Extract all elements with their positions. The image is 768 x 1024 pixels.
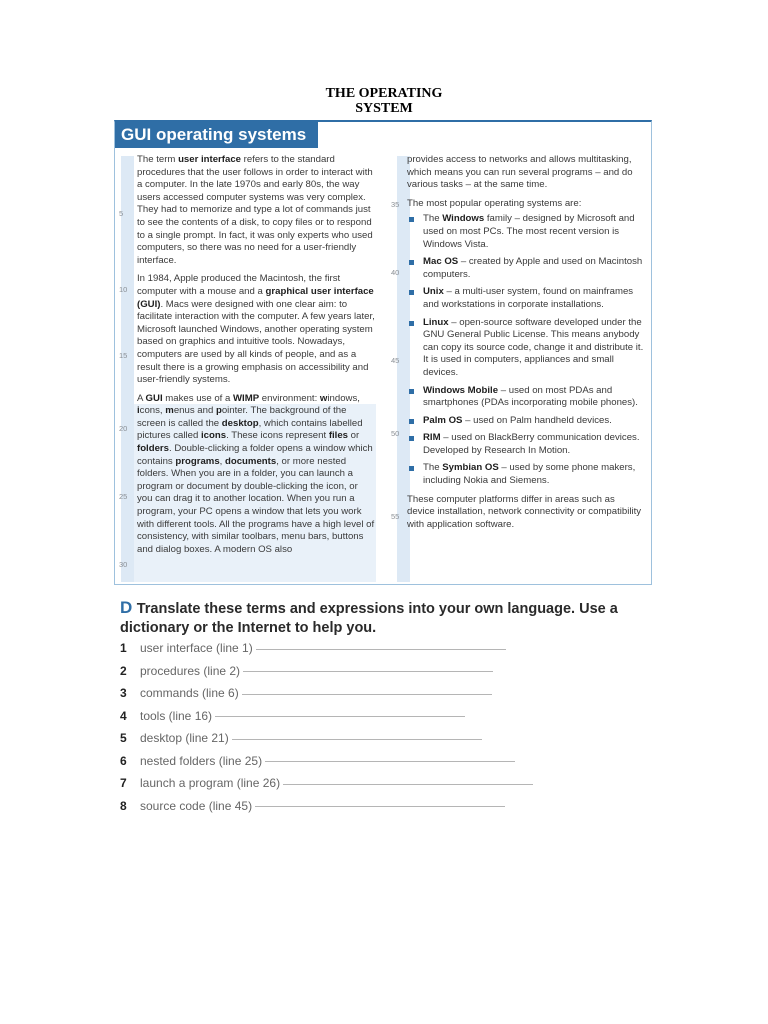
page-title-line-2: SYSTEM	[355, 101, 413, 116]
answer-line[interactable]	[232, 738, 482, 740]
square-bullet-icon	[409, 436, 414, 441]
exercise-instruction: Translate these terms and expressions into your own language. Use a dictionary or the Internet to help you.	[120, 601, 618, 636]
reading-section	[114, 120, 652, 585]
key-term: user interface	[178, 154, 241, 165]
answer-line[interactable]	[255, 805, 505, 807]
left-column	[137, 154, 375, 562]
line-number: 45	[391, 356, 400, 365]
list-item: The Symbian OS – used by some phone makers, including Nokia and Siemens.	[407, 462, 645, 487]
line-number: 10	[119, 285, 128, 294]
line-number: 25	[119, 492, 128, 501]
exercise-item: 5 desktop (line 21)	[120, 730, 560, 753]
line-number: 35	[391, 200, 400, 209]
paragraph: The term user interface refers to the standard procedures that the user follows in order to interact with a computer. In the late 1970s and early 80s, the way users accessed computer systems was very complex. They had to memorize and type a lot of commands just to see the contents of a disk, to copy files or to respond to a single prompt. In fact, it was only experts who used computers, so there was no need for a user-friendly interface.	[137, 154, 373, 266]
key-term: documents	[225, 455, 277, 467]
exercise-item: 1 user interface (line 1)	[120, 640, 560, 663]
page-title	[0, 86, 768, 116]
list-item: Palm OS – used on Palm handheld devices.	[407, 415, 645, 428]
list-item: RIM – used on BlackBerry communication devices. Developed by Research In Motion.	[407, 432, 645, 457]
exercise-item: 3 commands (line 6)	[120, 685, 560, 708]
list-item: Linux – open-source software developed under the GNU General Public License. This means anybody can copy its source code, change it and distribute it. It is used in computers, appliances and small devices.	[407, 317, 645, 380]
paragraph: These computer platforms differ in areas such as device installation, network connectivity or compatibility with application software.	[407, 493, 642, 530]
paragraph: provides access to networks and allows multitasking, which means you can run several programs – and do various tasks – at the same time.	[407, 154, 633, 191]
line-number: 50	[391, 429, 400, 438]
square-bullet-icon	[409, 321, 414, 326]
answer-line[interactable]	[283, 783, 533, 785]
answer-line[interactable]	[242, 693, 492, 695]
key-term: WIMP	[233, 392, 260, 404]
key-term: icons	[201, 430, 227, 442]
exercise-list	[120, 640, 560, 820]
square-bullet-icon	[409, 260, 414, 265]
square-bullet-icon	[409, 290, 414, 295]
right-column	[407, 154, 645, 537]
list-item: Unix – a multi-user system, found on mainframes and workstations in corporate installations.	[407, 286, 645, 311]
line-number: 15	[119, 351, 128, 360]
key-term: graphical user interface (GUI)	[137, 285, 374, 310]
line-number: 5	[119, 209, 124, 218]
key-term: desktop	[221, 417, 259, 429]
os-list	[407, 213, 645, 487]
exercise-item: 8 source code (line 45)	[120, 798, 560, 821]
square-bullet-icon	[409, 389, 414, 394]
key-term: programs	[175, 455, 220, 467]
paragraph: A GUI makes use of a WIMP environment: windows, icons, menus and pointer. The background of the screen is called the desktop, which contains labelled pictures called icons. These icons represent files or folders. Double-clicking a folder opens a window which contains programs, documents, or more nested folders. When you are in a folder, you can launch a program or document by double-clicking the icon, or you can drag it to another location. When you run a program, your PC opens a window that lets you work with different tools. All the programs have a high level of consistency, with similar toolbars, menu bars, buttons and dialog boxes. A modern OS also	[137, 392, 375, 555]
line-number: 20	[119, 424, 128, 433]
exercise-item: 7 launch a program (line 26)	[120, 775, 560, 798]
list-item: Mac OS – created by Apple and used on Macintosh computers.	[407, 256, 645, 281]
square-bullet-icon	[409, 419, 414, 424]
page-title-line-1: THE OPERATING	[325, 86, 443, 101]
exercise-heading	[120, 598, 660, 638]
section-header: GUI operating systems	[115, 122, 318, 148]
exercise-item: 4 tools (line 16)	[120, 708, 560, 731]
exercise-item: 2 procedures (line 2)	[120, 663, 560, 686]
left-margin-bar	[121, 156, 134, 582]
square-bullet-icon	[409, 217, 414, 222]
paragraph: In 1984, Apple produced the Macintosh, the first computer with a mouse and a graphical user interface (GUI). Macs were designed with one clear aim: to facilitate interaction with the computer. A few years later, Microsoft launched Windows, another operating system based on graphics and intuitive tools. Nowadays, computers are used by all kinds of people, and as a result there is a growing emphasis on accessibility and user-friendly systems.	[137, 273, 375, 386]
answer-line[interactable]	[243, 670, 493, 672]
line-number: 40	[391, 268, 400, 277]
key-term: folders	[137, 443, 169, 455]
line-number: 30	[119, 560, 128, 569]
key-term: files	[328, 430, 349, 442]
answer-line[interactable]	[256, 648, 506, 650]
key-term: GUI	[145, 392, 163, 404]
line-number: 55	[391, 512, 400, 521]
exercise-letter: D	[120, 598, 133, 617]
list-item: The Windows family – designed by Microsoft and used on most PCs. The most recent version is Windows Vista.	[407, 213, 645, 251]
answer-line[interactable]	[215, 715, 465, 717]
list-item: Windows Mobile – used on most PDAs and smartphones (PDAs incorporating mobile phones).	[407, 385, 645, 410]
answer-line[interactable]	[265, 760, 515, 762]
exercise-item: 6 nested folders (line 25)	[120, 753, 560, 776]
square-bullet-icon	[409, 466, 414, 471]
list-intro: The most popular operating systems are:	[407, 197, 582, 209]
